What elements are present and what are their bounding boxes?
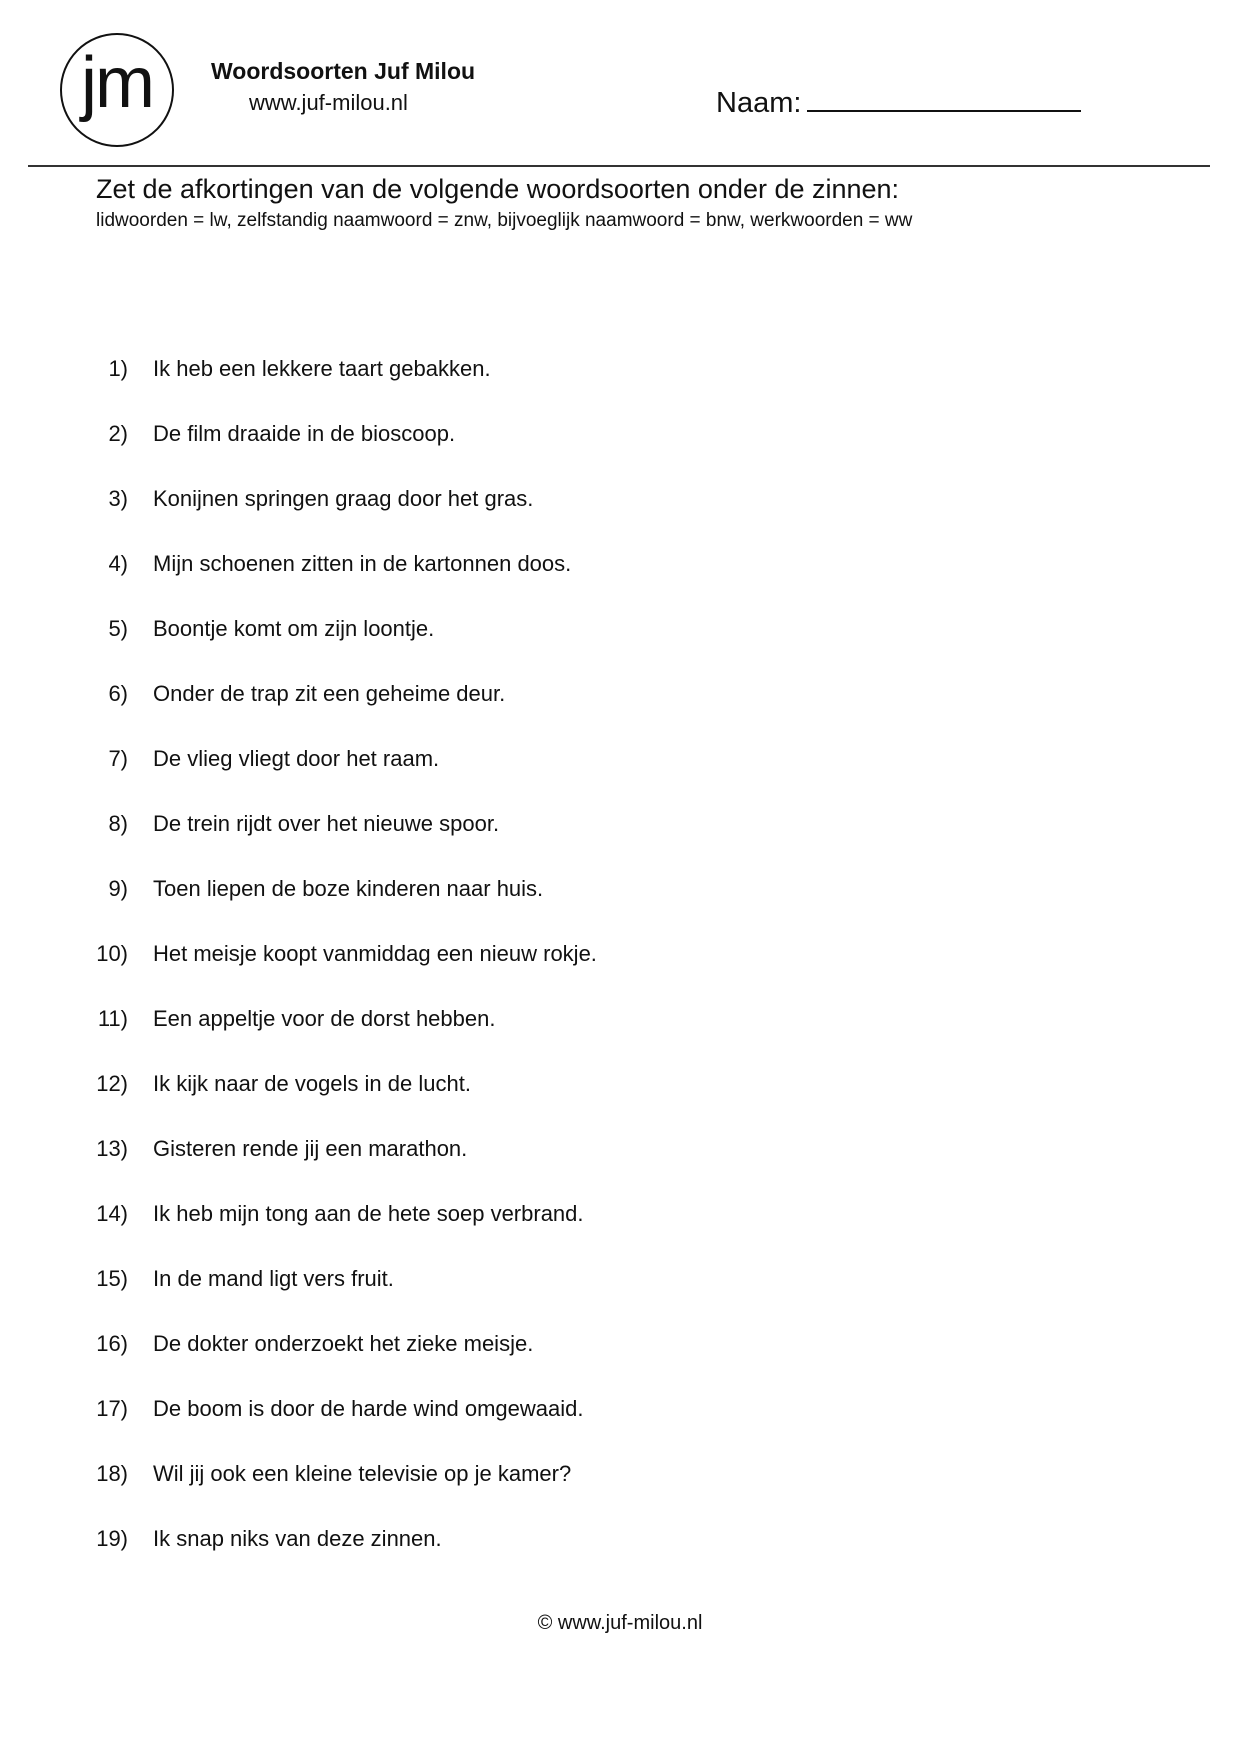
sentence-number: 17): [96, 1396, 128, 1421]
sentence-item: [0, 616, 1240, 681]
sentence-text: Onder de trap zit een geheime deur.: [153, 681, 506, 706]
brand-title: Woordsoorten Juf Milou: [211, 58, 476, 84]
sentence-item: [0, 1331, 1240, 1396]
sentence-item: [0, 1266, 1240, 1331]
sentence-number: 8): [108, 811, 128, 836]
sentence-text: De dokter onderzoekt het zieke meisje.: [153, 1331, 534, 1356]
sentence-number: 3): [108, 486, 128, 511]
sentence-number: 5): [108, 616, 128, 641]
sentence-number: 18): [96, 1461, 128, 1486]
sentence-item: [0, 746, 1240, 811]
name-field: [716, 86, 1081, 120]
sentence-item: [0, 1136, 1240, 1201]
sentence-number: 16): [96, 1331, 128, 1356]
sentence-number: 4): [108, 551, 128, 576]
sentence-item: [0, 421, 1240, 486]
sentence-number: 9): [108, 876, 128, 901]
sentence-number: 2): [108, 421, 128, 446]
sentence-item: [0, 551, 1240, 616]
sentence-item: [0, 486, 1240, 551]
sentence-number: 11): [97, 1006, 128, 1031]
footer-copyright: © www.juf-milou.nl: [537, 1612, 703, 1634]
sentence-number: 13): [96, 1136, 128, 1161]
sentence-number: 12): [96, 1071, 128, 1096]
logo: [60, 33, 174, 147]
sentence-text: De trein rijdt over het nieuwe spoor.: [153, 811, 500, 836]
sentence-number: 14): [96, 1201, 128, 1226]
header-divider: [28, 165, 1210, 167]
sentence-text: Een appeltje voor de dorst hebben.: [153, 1006, 496, 1031]
logo-text: jm: [81, 43, 153, 123]
sentence-text: De film draaide in de bioscoop.: [153, 421, 456, 446]
sentence-item: [0, 941, 1240, 1006]
abbreviation-legend: lidwoorden = lw, zelfstandig naamwoord = znw, bijvoeglijk naamwoord = bnw, werkwoorden = ww: [96, 210, 913, 231]
sentence-text: In de mand ligt vers fruit.: [153, 1266, 394, 1291]
sentence-number: 7): [108, 746, 128, 771]
sentence-text: De vlieg vliegt door het raam.: [153, 746, 440, 771]
sentence-list: [0, 356, 1240, 1591]
sentence-number: 19): [96, 1526, 128, 1551]
sentence-number: 6): [108, 681, 128, 706]
sentence-text: Ik kijk naar de vogels in de lucht.: [153, 1071, 471, 1096]
sentence-text: Toen liepen de boze kinderen naar huis.: [153, 876, 544, 901]
name-blank-line[interactable]: [807, 86, 1081, 112]
sentence-number: 10): [96, 941, 128, 966]
sentence-number: 15): [96, 1266, 128, 1291]
name-label: Naam:: [716, 87, 802, 119]
sentence-text: Ik heb een lekkere taart gebakken.: [153, 356, 491, 381]
sentence-text: Mijn schoenen zitten in de kartonnen doos.: [153, 551, 572, 576]
sentence-item: [0, 811, 1240, 876]
sentence-item: [0, 1526, 1240, 1591]
sentence-item: [0, 876, 1240, 941]
sentence-item: [0, 681, 1240, 746]
sentence-text: Wil jij ook een kleine televisie op je kamer?: [153, 1461, 572, 1486]
sentence-text: Konijnen springen graag door het gras.: [153, 486, 534, 511]
sentence-item: [0, 1461, 1240, 1526]
sentence-text: Ik snap niks van deze zinnen.: [153, 1526, 442, 1551]
sentence-item: [0, 1201, 1240, 1266]
sentence-item: [0, 1006, 1240, 1071]
sentence-item: [0, 1396, 1240, 1461]
instruction-heading: Zet de afkortingen van de volgende woordsoorten onder de zinnen:: [96, 174, 900, 204]
brand-url: www.juf-milou.nl: [249, 90, 408, 115]
sentence-item: [0, 1071, 1240, 1136]
sentence-item: [0, 356, 1240, 421]
sentence-text: De boom is door de harde wind omgewaaid.: [153, 1396, 584, 1421]
sentence-text: Boontje komt om zijn loontje.: [153, 616, 435, 641]
sentence-text: Gisteren rende jij een marathon.: [153, 1136, 468, 1161]
sentence-text: Het meisje koopt vanmiddag een nieuw rokje.: [153, 941, 597, 966]
sentence-text: Ik heb mijn tong aan de hete soep verbrand.: [153, 1201, 584, 1226]
sentence-number: 1): [108, 356, 128, 381]
